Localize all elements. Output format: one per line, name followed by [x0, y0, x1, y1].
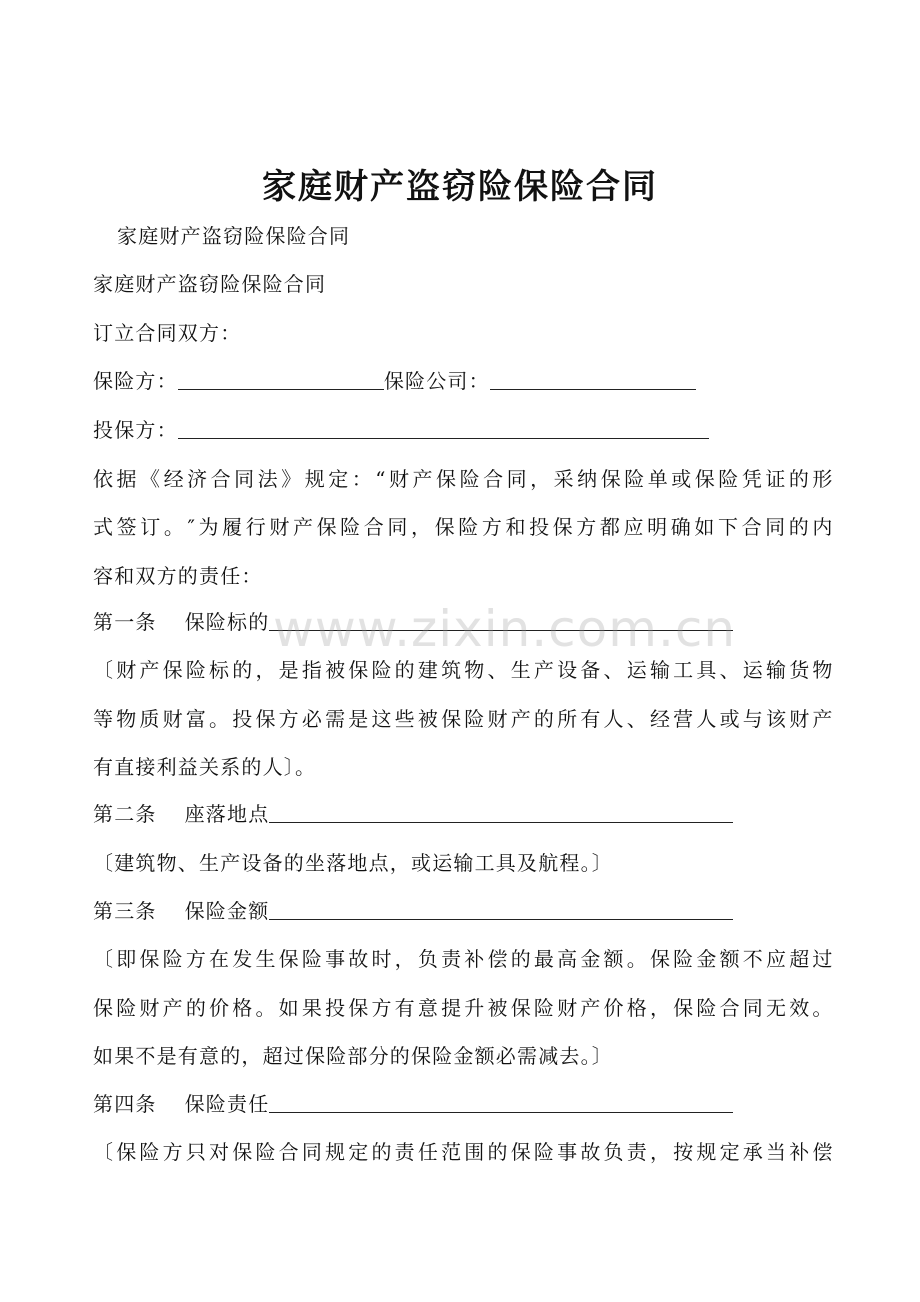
article-note-line: 〔财产保险标的，是指被保险的建筑物、生产设备、运输工具、运输货物	[93, 658, 833, 682]
article-title: 保险责任	[184, 1092, 270, 1116]
document-subtitle: 家庭财产盗窃险保险合同	[117, 224, 351, 248]
article-title: 保险金额	[184, 899, 270, 923]
article-number: 第一条	[93, 610, 157, 634]
document-title: 家庭财产盗窃险保险合同	[262, 167, 658, 207]
article-number: 第四条	[93, 1092, 157, 1116]
intro-line: 依据《经济合同法》规定：“财产保险合同，采纳保险单或保险凭证的形	[93, 467, 833, 491]
article-heading	[93, 1090, 833, 1118]
article-title: 保险标的	[184, 610, 270, 634]
header-repeat: 家庭财产盗窃险保险合同	[93, 272, 327, 296]
company-blank	[490, 369, 696, 390]
article-note-line: 等物质财富。投保方必需是这些被保险财产的所有人、经营人或与该财产	[93, 707, 833, 731]
article-note-line: 〔即保险方在发生保险事故时，负责补偿的最高金额。保险金额不应超过	[93, 947, 833, 971]
article-blank	[269, 610, 733, 631]
article-note-line: 如果不是有意的，超过保险部分的保险金额必需减去。〕	[93, 1044, 613, 1068]
intro-line: 容和双方的责任：	[93, 564, 263, 588]
article-blank	[269, 802, 733, 823]
article-number: 第二条	[93, 802, 157, 826]
article-note-line: 保险财产的价格。如果投保方有意提升被保险财产价格，保险合同无效。	[93, 996, 833, 1020]
insurer-row	[93, 367, 833, 395]
article-heading	[93, 800, 833, 828]
article-heading	[93, 608, 833, 636]
watermark: www.zixin.com.cn	[273, 600, 737, 658]
article-heading	[93, 897, 833, 925]
intro-line: 式签订。″为履行财产保险合同，保险方和投保方都应明确如下合同的内	[93, 515, 833, 539]
policyholder-label: 投保方：	[93, 418, 178, 442]
insurer-blank	[178, 369, 384, 390]
policyholder-row	[93, 416, 833, 444]
article-note-line: 有直接利益关系的人〕。	[93, 755, 317, 779]
article-blank	[269, 899, 733, 920]
policyholder-blank	[178, 418, 709, 439]
article-note-line: 〔建筑物、生产设备的坐落地点，或运输工具及航程。〕	[93, 851, 613, 875]
article-number: 第三条	[93, 899, 157, 923]
article-note-line: 〔保险方只对保险合同规定的责任范围的保险事故负责，按规定承当补偿	[93, 1140, 833, 1164]
article-title: 座落地点	[184, 802, 270, 826]
article-blank	[269, 1092, 733, 1113]
company-label: 保险公司：	[383, 369, 490, 393]
parties-heading: 订立合同双方：	[93, 321, 242, 345]
insurer-label: 保险方：	[93, 369, 178, 393]
